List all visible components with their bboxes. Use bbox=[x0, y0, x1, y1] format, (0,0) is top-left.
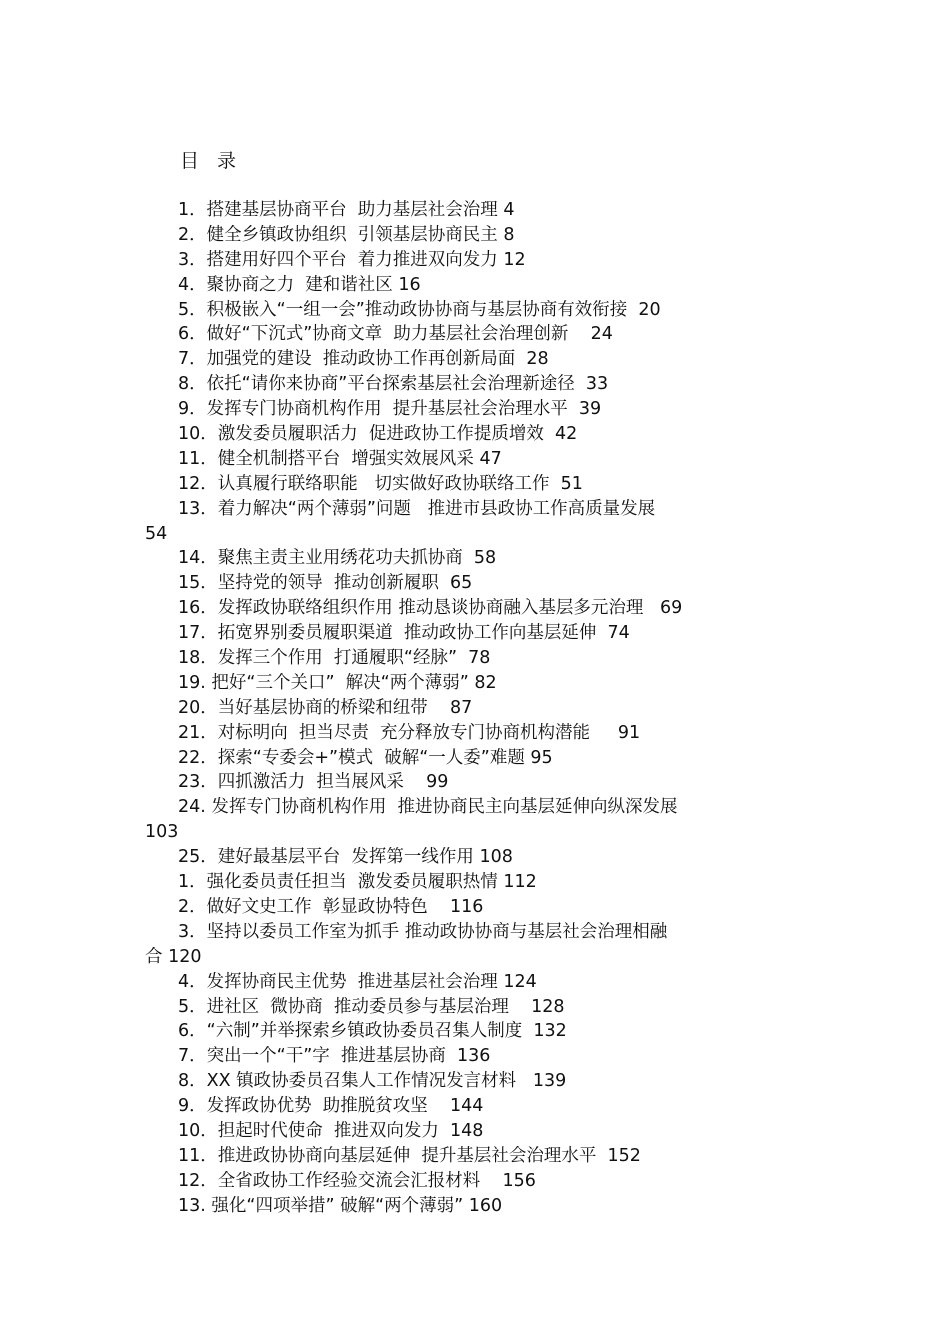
toc-entry: 22．探索“专委会+”模式 破解“一人委”难题 95 bbox=[178, 747, 553, 768]
toc-entry-continuation: 合 120 bbox=[145, 946, 202, 967]
toc-entry: 5．进社区 微协商 推动委员参与基层治理 128 bbox=[178, 996, 565, 1017]
toc-entry: 2．做好文史工作 彰显政协特色 116 bbox=[178, 896, 484, 917]
toc-entry: 24. 发挥专门协商机构作用 推进协商民主向基层延伸向纵深发展 bbox=[178, 797, 678, 818]
toc-entry: 20．当好基层协商的桥梁和纽带 87 bbox=[178, 697, 473, 718]
toc-entry: 25．建好最基层平台 发挥第一线作用 108 bbox=[178, 847, 513, 868]
toc-entry-continuation: 54 bbox=[145, 523, 168, 544]
toc-entry: 8．XX 镇政协委员召集人工作情况发言材料 139 bbox=[178, 1071, 567, 1092]
toc-entry: 15．坚持党的领导 推动创新履职 65 bbox=[178, 573, 473, 594]
toc-entry: 7．加强党的建设 推动政协工作再创新局面 28 bbox=[178, 349, 549, 370]
toc-entry: 13．着力解决“两个薄弱”问题 推进市县政协工作高质量发展 bbox=[178, 498, 656, 519]
toc-entry: 4．发挥协商民主优势 推进基层社会治理 124 bbox=[178, 971, 537, 992]
toc-entry: 23．四抓激活力 担当展风采 99 bbox=[178, 772, 449, 793]
toc-entry: 16．发挥政协联络组织作用 推动恳谈协商融入基层多元治理 69 bbox=[178, 598, 683, 619]
toc-entry: 1．强化委员责任担当 激发委员履职热情 112 bbox=[178, 872, 537, 893]
toc-entry: 11．推进政协协商向基层延伸 提升基层社会治理水平 152 bbox=[178, 1145, 641, 1166]
toc-entry: 3．搭建用好四个平台 着力推进双向发力 12 bbox=[178, 249, 526, 270]
toc-entry: 2．健全乡镇政协组织 引领基层协商民主 8 bbox=[178, 224, 515, 245]
toc-entry: 10．担起时代使命 推进双向发力 148 bbox=[178, 1120, 484, 1141]
toc-entry: 11．健全机制搭平台 增强实效展风采 47 bbox=[178, 448, 502, 469]
toc-entry-continuation: 103 bbox=[145, 822, 179, 843]
toc-entry: 14．聚焦主责主业用绣花功夫抓协商 58 bbox=[178, 548, 497, 569]
toc-entry: 9．发挥专门协商机构作用 提升基层社会治理水平 39 bbox=[178, 399, 602, 420]
toc-entry: 10．激发委员履职活力 促进政协工作提质增效 42 bbox=[178, 424, 578, 445]
toc-entry: 4．聚协商之力 建和谐社区 16 bbox=[178, 274, 421, 295]
toc-entry: 12．全省政协工作经验交流会汇报材料 156 bbox=[178, 1170, 536, 1191]
toc-entry: 6．做好“下沉式”协商文章 助力基层社会治理创新 24 bbox=[178, 324, 613, 345]
toc-entry: 19. 把好“三个关口” 解决“两个薄弱” 82 bbox=[178, 672, 497, 693]
toc-title: 目 录 bbox=[180, 150, 243, 172]
toc-entry: 1．搭建基层协商平台 助力基层社会治理 4 bbox=[178, 200, 515, 220]
toc-entry: 5．积极嵌入“一组一会”推动政协协商与基层协商有效衔接 20 bbox=[178, 299, 661, 320]
toc-entry: 21．对标明向 担当尽责 充分释放专门协商机构潜能 91 bbox=[178, 722, 641, 743]
toc-entry: 12．认真履行联络职能 切实做好政协联络工作 51 bbox=[178, 473, 583, 494]
toc-entry: 7．突出一个“干”字 推进基层协商 136 bbox=[178, 1046, 491, 1067]
toc-list bbox=[145, 198, 815, 1219]
toc-entry: 18．发挥三个作用 打通履职“经脉” 78 bbox=[178, 648, 491, 669]
toc-entry: 8．依托“请你来协商”平台探索基层社会治理新途径 33 bbox=[178, 374, 609, 395]
toc-entry: 17．拓宽界别委员履职渠道 推动政协工作向基层延伸 74 bbox=[178, 623, 630, 644]
toc-entry: 3．坚持以委员工作室为抓手 推动政协协商与基层社会治理相融 bbox=[178, 921, 668, 942]
toc-entry: 9．发挥政协优势 助推脱贫攻坚 144 bbox=[178, 1096, 484, 1117]
toc-entry: 13. 强化“四项举措” 破解“两个薄弱” 160 bbox=[178, 1195, 503, 1216]
toc-entry: 6．“六制”并举探索乡镇政协委员召集人制度 132 bbox=[178, 1021, 567, 1042]
